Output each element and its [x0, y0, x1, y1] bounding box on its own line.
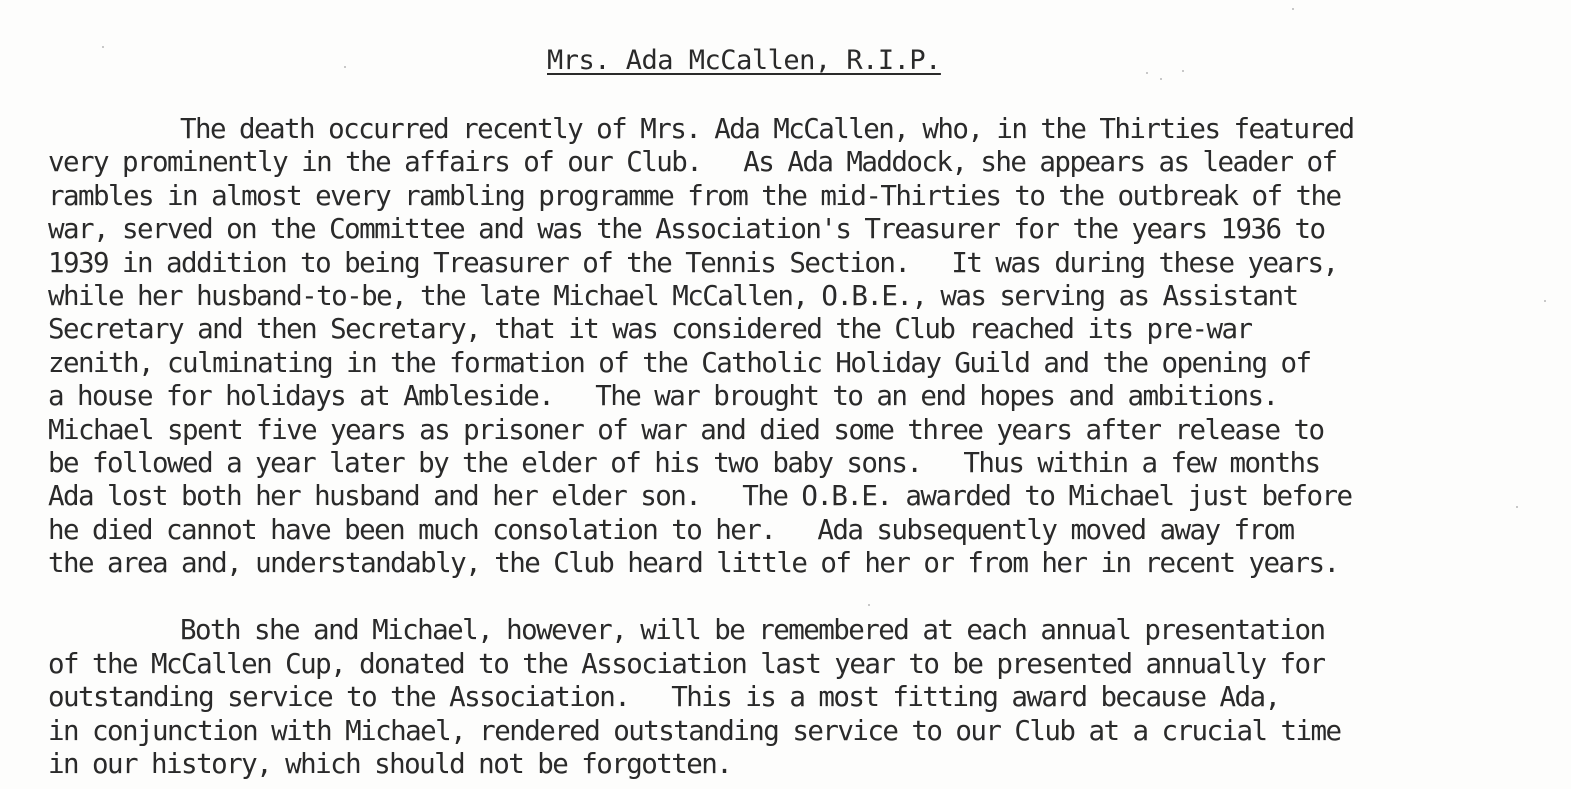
text-line: very prominently in the affairs of our Club. As Ada Maddock, she appears as leader of: [48, 146, 1337, 179]
text-line: in conjunction with Michael, rendered outstanding service to our Club at a crucial time: [48, 714, 1341, 747]
scan-speck: [1160, 78, 1162, 80]
text-line: while her husband-to-be, the late Michael McCallen, O.B.E., was serving as Assistant: [48, 279, 1298, 312]
text-line: of the McCallen Cup, donated to the Association last year to be presented annually for: [48, 647, 1325, 680]
scan-speck: [1516, 506, 1518, 508]
scan-speck: [1146, 72, 1148, 74]
text-line: in our history, which should not be forgotten.: [48, 748, 732, 780]
paragraph-death-notice: [48, 113, 1518, 580]
text-line: a house for holidays at Ambleside. The war brought to an end hopes and ambitions.: [48, 380, 1278, 413]
text-line: 1939 in addition to being Treasurer of the Tennis Section. It was during these years,: [48, 246, 1338, 279]
text-line: the area and, understandably, the Club heard little of her or from her in recent years.: [48, 547, 1339, 580]
text-line: rambles in almost every rambling programme from the mid-Thirties to the outbreak of the: [48, 179, 1341, 212]
document-title: Mrs. Ada McCallen, R.I.P.: [547, 45, 941, 76]
text-line: Both she and Michael, however, will be remembered at each annual presentation: [180, 614, 1325, 646]
paragraph-mccallen-cup: [48, 614, 1518, 782]
text-line: Michael spent five years as prisoner of war and died some three years after release to: [48, 413, 1324, 446]
scan-speck: [1182, 70, 1184, 72]
text-line: outstanding service to the Association. This is a most fitting award because Ada,: [48, 681, 1280, 713]
scan-speck: [1544, 300, 1546, 302]
text-line: he died cannot have been much consolation to her. Ada subsequently moved away from: [48, 513, 1294, 546]
text-line: Ada lost both her husband and her elder son. The O.B.E. awarded to Michael just before: [48, 480, 1352, 513]
text-line: war, served on the Committee and was the Association's Treasurer for the years 1936 to: [48, 213, 1325, 246]
text-line: The death occurred recently of Mrs. Ada McCallen, who, in the Thirties featured: [180, 113, 1354, 145]
scan-speck: [102, 46, 104, 48]
scan-speck: [868, 604, 870, 606]
scan-speck: [1292, 8, 1294, 10]
text-line: Secretary and then Secretary, that it was considered the Club reached its pre-war: [48, 313, 1252, 346]
scan-speck: [344, 66, 346, 68]
text-line: be followed a year later by the elder of his two baby sons. Thus within a few months: [48, 446, 1320, 479]
text-line: zenith, culminating in the formation of the Catholic Holiday Guild and the opening of: [48, 346, 1311, 379]
